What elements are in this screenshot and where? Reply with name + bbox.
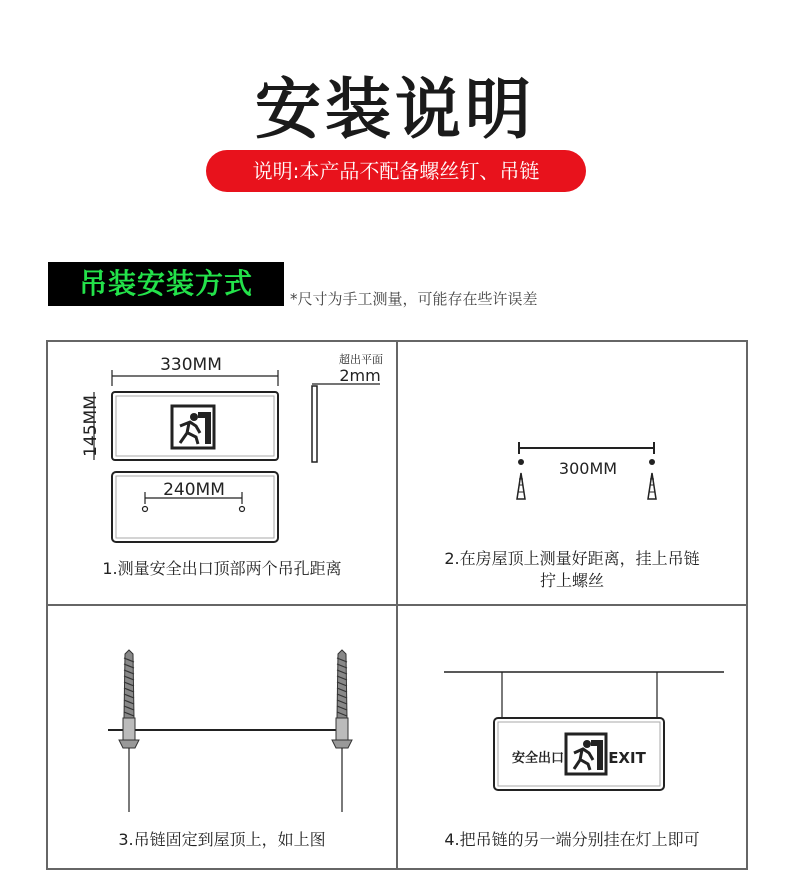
panel-2-caption-line-1: 2.在房屋顶上测量好距离，挂上吊链 (444, 549, 700, 568)
notice-pill: 说明:本产品不配备螺丝钉、吊链 (206, 150, 586, 192)
width-label: 330MM (160, 355, 222, 375)
panel-1-caption: 1.测量安全出口顶部两个吊孔距离 (102, 559, 342, 578)
anchor-left-icon (517, 473, 525, 499)
panel-2-diagram (398, 342, 746, 542)
method-tag: 吊装安装方式 (48, 262, 284, 306)
sign-side-view (312, 386, 317, 462)
screw-left-icon (119, 650, 139, 748)
screw-right-icon (332, 650, 352, 748)
height-label: 145MM (81, 395, 101, 457)
sign-text-chinese: 安全出口 (511, 751, 565, 766)
panel-1-diagram (48, 342, 396, 547)
sign-text-exit: EXIT (608, 749, 646, 767)
panel-4-diagram (398, 606, 746, 826)
panel-3-diagram (48, 606, 396, 826)
distance-label: 300MM (558, 459, 618, 478)
running-man-icon (566, 734, 606, 774)
measurement-note: *尺寸为手工测量，可能存在些许误差 (290, 290, 538, 308)
hole-distance-label: 240MM (163, 480, 225, 500)
depth-title: 超出平面 (339, 353, 383, 366)
panel-4-caption: 4.把吊链的另一端分别挂在灯上即可 (444, 830, 700, 849)
running-man-icon (172, 406, 214, 448)
panel-2-caption-line-2: 拧上螺丝 (539, 571, 604, 590)
panel-3-caption: 3.吊链固定到屋顶上，如上图 (118, 830, 326, 849)
instruction-grid (46, 340, 748, 870)
anchor-right-icon (648, 473, 656, 499)
page-title: 安装说明 (255, 71, 535, 148)
depth-value: 2mm (339, 366, 381, 385)
